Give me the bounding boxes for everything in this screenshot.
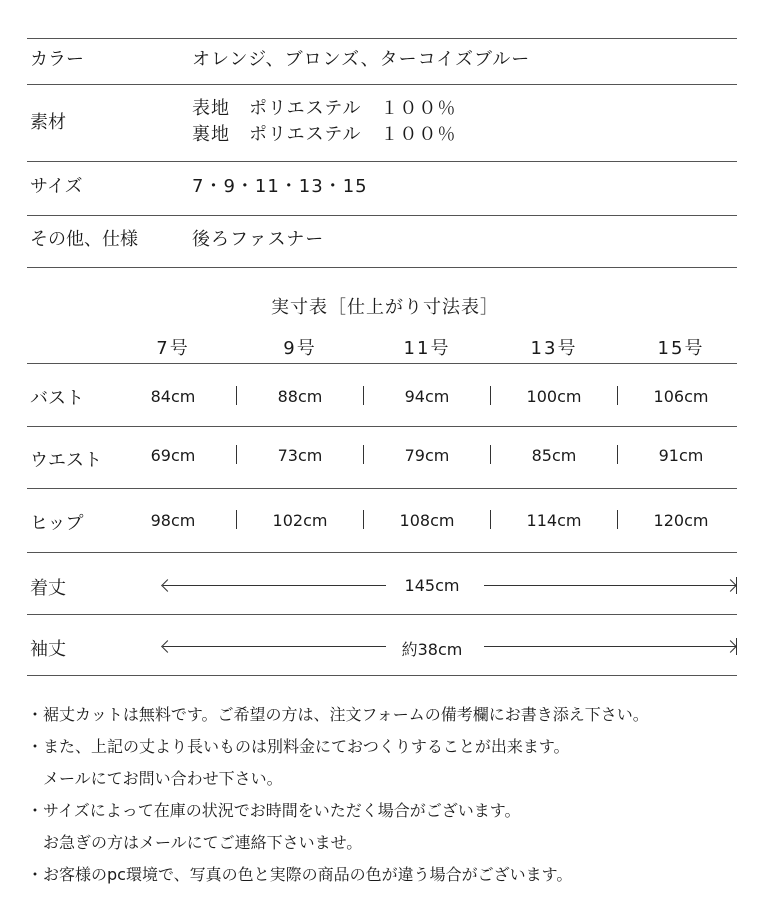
column-separator (363, 510, 364, 529)
size-table-title: 実寸表［仕上がり寸法表］ (271, 297, 499, 318)
sleeve-arrow-right (484, 646, 736, 647)
column-separator (236, 510, 237, 529)
column-separator (617, 386, 618, 405)
divider (27, 161, 737, 162)
waist-11: 79cm (404, 446, 450, 465)
column-separator (236, 386, 237, 405)
color-label: カラー (30, 49, 84, 70)
other-value: 後ろファスナー (192, 229, 325, 250)
divider (27, 363, 737, 364)
column-header: 15号 (657, 338, 705, 359)
note-long-length: ・また、上記の丈より長いものは別料金にておつくりすることが出来ます。 (27, 737, 570, 756)
divider (27, 267, 737, 268)
waist-15: 91cm (658, 446, 704, 465)
note-color-diff: ・お客様のpc環境で、写真の色と実際の商品の色が違う場合がございます。 (27, 865, 573, 884)
divider (27, 84, 737, 85)
column-separator (490, 510, 491, 529)
sleeve-label: 袖丈 (30, 639, 66, 660)
other-label: その他、仕様 (30, 229, 138, 250)
bust-11: 94cm (404, 387, 450, 406)
sleeve-value: 約38cm (401, 640, 463, 659)
bust-label: バスト (30, 388, 84, 409)
hip-9: 102cm (272, 511, 328, 530)
waist-7: 69cm (150, 446, 196, 465)
hip-7: 98cm (150, 511, 196, 530)
divider (27, 552, 737, 553)
bust-15: 106cm (653, 387, 709, 406)
arrow-head-left (161, 640, 174, 653)
arrow-head-right (724, 579, 737, 592)
hip-15: 120cm (653, 511, 709, 530)
divider (27, 675, 737, 676)
note-hem-cut: ・裾丈カットは無料です。ご希望の方は、注文フォームの備考欄にお書き添え下さい。 (27, 705, 649, 724)
bust-7: 84cm (150, 387, 196, 406)
length-arrow-right (484, 585, 736, 586)
divider (27, 614, 737, 615)
hip-11: 108cm (399, 511, 455, 530)
column-separator (363, 445, 364, 464)
arrow-head-right (724, 640, 737, 653)
column-separator (363, 386, 364, 405)
note-contact-mail: メールにてお問い合わせ下さい。 (27, 769, 283, 788)
material-label: 素材 (30, 112, 66, 133)
color-value: オレンジ、ブロンズ、ターコイズブルー (192, 49, 531, 70)
divider (27, 426, 737, 427)
arrow-head-left (161, 579, 174, 592)
arrow-end-bar (736, 638, 737, 655)
waist-13: 85cm (531, 446, 577, 465)
column-header: 13号 (530, 338, 578, 359)
column-header: 9号 (283, 338, 317, 359)
sleeve-arrow-left (163, 646, 386, 647)
length-arrow-left (163, 585, 386, 586)
column-separator (617, 445, 618, 464)
note-urgent: お急ぎの方はメールにてご連絡下さいませ。 (27, 833, 363, 852)
arrow-end-bar (736, 577, 737, 594)
column-header: 7号 (156, 338, 190, 359)
size-label: サイズ (30, 176, 83, 197)
column-separator (490, 445, 491, 464)
note-stock: ・サイズによって在庫の状況でお時間をいただく場合がございます。 (27, 801, 521, 820)
divider (27, 215, 737, 216)
divider (27, 488, 737, 489)
hip-label: ヒップ (30, 513, 84, 534)
bust-13: 100cm (526, 387, 582, 406)
length-label: 着丈 (30, 578, 66, 599)
length-value: 145cm (404, 576, 460, 595)
material-outer: 表地 ポリエステル １００％ (192, 98, 457, 119)
size-value: 7・9・11・13・15 (192, 176, 368, 197)
divider (27, 38, 737, 39)
column-header: 11号 (403, 338, 451, 359)
hip-13: 114cm (526, 511, 582, 530)
waist-label: ウエスト (30, 450, 102, 471)
column-separator (236, 445, 237, 464)
waist-9: 73cm (277, 446, 323, 465)
column-separator (490, 386, 491, 405)
bust-9: 88cm (277, 387, 323, 406)
material-lining: 裏地 ポリエステル １００％ (192, 124, 457, 145)
column-separator (617, 510, 618, 529)
